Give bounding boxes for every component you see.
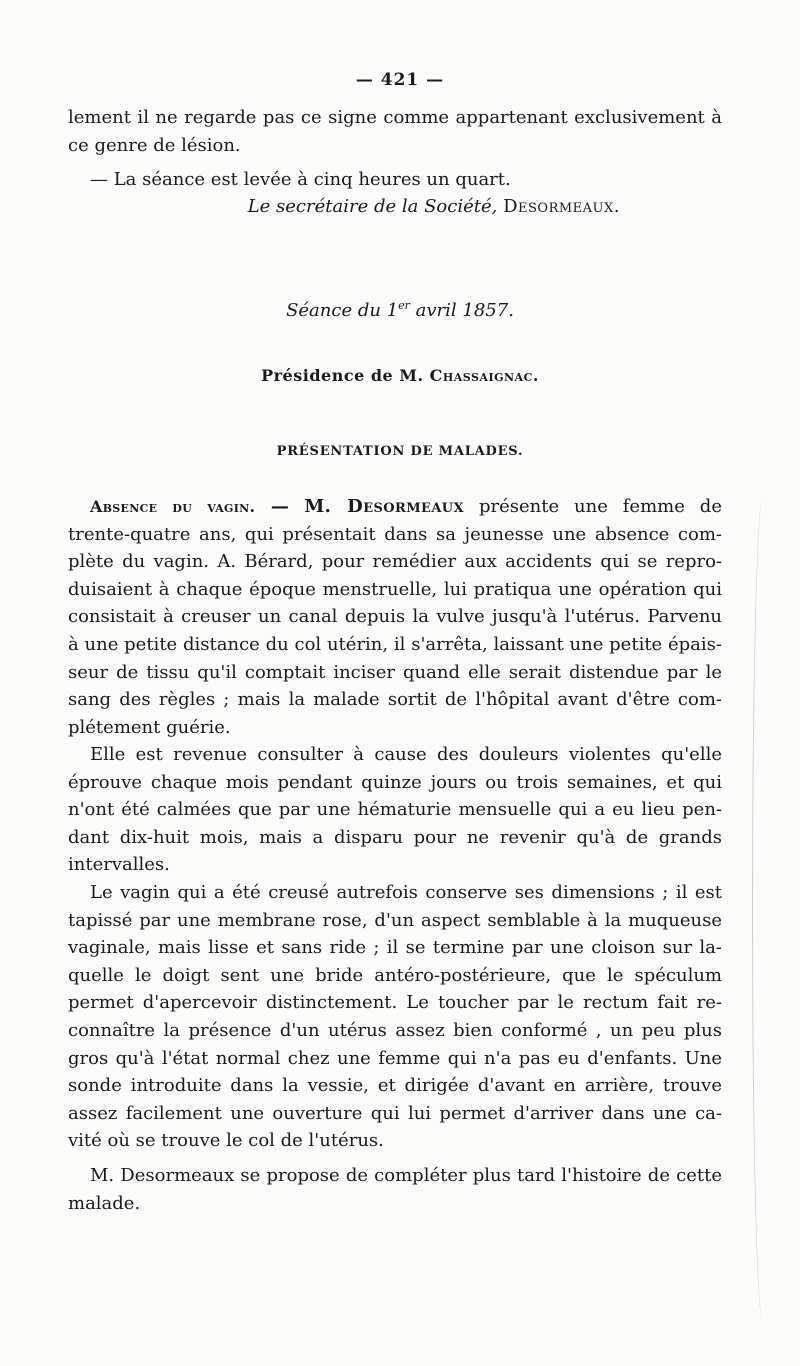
runin-title: Absence du vagin. <box>90 497 256 516</box>
text-line: gros qu'à l'état normal chez une femme qui n'a pas eu d'enfants. Une <box>68 1047 722 1069</box>
text-line: éprouve chaque mois pendant quinze jours ou trois semaines, et qui <box>68 771 722 793</box>
text-line: connaître la présence d'un utérus assez bien conformé , un peu plus <box>68 1019 722 1041</box>
page-edge-shadow <box>752 500 773 1320</box>
paragraph-4 <box>68 1162 722 1217</box>
text-line: consistait à creuser un canal depuis la vulve jusqu'à l'utérus. Parvenu <box>68 606 722 628</box>
paragraph-1 <box>68 493 722 741</box>
signature-name: Desormeaux. <box>503 196 620 217</box>
presidency-prefix: Présidence de M. <box>261 366 430 385</box>
session-title <box>0 300 800 321</box>
text-line: plétement guérie. <box>68 716 231 738</box>
text-line: trente-quatre ans, qui présentait dans sa jeunesse une absence com- <box>68 523 722 545</box>
page-number: — 421 — <box>355 70 445 90</box>
section-heading: PRÉSENTATION DE MALADES. <box>276 444 524 459</box>
text-line: assez facilement une ouverture qui lui permet d'arriver dans une ca- <box>68 1102 722 1124</box>
text-line: malade. <box>68 1192 141 1214</box>
session-day: 1 <box>386 300 399 321</box>
text-line: n'ont été calmées que par une hématurie mensuelle qui a eu lieu pen- <box>68 799 722 821</box>
text-line: dant dix-huit mois, mais a disparu pour ne revenir qu'à de grands <box>68 826 722 848</box>
text-line: duisaient à chaque époque menstruelle, lui pratiqua une opération qui <box>68 578 722 600</box>
text-line: — La séance est levée à cinq heures un quart. <box>90 169 511 190</box>
session-prefix: Séance du <box>286 300 387 321</box>
text-line: lement il ne regarde pas ce signe comme appartenant exclusivement à <box>68 107 722 128</box>
paragraph-3 <box>68 879 722 1155</box>
text-line: quelle le doigt sent une bride antéro-postérieure, que le spéculum <box>68 964 722 986</box>
text-line: à une petite distance du col utérin, il s'arrêta, laissant une petite épais- <box>68 633 722 655</box>
text-line: intervalles. <box>68 854 170 876</box>
text-line: seur de tissu qu'il comptait inciser quand elle serait distendue par le <box>68 661 722 683</box>
line-rest: présente une femme de <box>464 496 722 517</box>
text-line: tapissé par une membrane rose, d'un aspect semblable à la muqueuse <box>68 909 722 931</box>
paragraph-2 <box>68 741 722 879</box>
text-line: sang des règles ; mais la malade sortit de l'hôpital avant d'être com- <box>68 689 722 711</box>
presidency-line <box>0 366 800 385</box>
presidency-name: Chassaignac. <box>429 366 539 385</box>
paragraph-closing <box>68 166 722 194</box>
signature-line <box>0 196 620 217</box>
text-line: vité où se trouve le col de l'utérus. <box>68 1130 384 1152</box>
text-line: plète du vagin. A. Bérard, pour remédier aux accidents qui se repro- <box>68 551 722 573</box>
text-line: M. Desormeaux se propose de compléter plus tard l'histoire de cette <box>90 1165 722 1186</box>
text-line <box>68 493 722 521</box>
text-line: Elle est revenue consulter à cause des douleurs violentes qu'elle <box>90 744 722 765</box>
text-line: ce genre de lésion. <box>68 134 241 156</box>
signature-role: Le secrétaire de la Société, <box>247 196 498 217</box>
text-line: Le vagin qui a été creusé autrefois conserve ses dimensions ; il est <box>90 882 722 903</box>
text-line: vaginale, mais lisse et sans ride ; il se termine par une cloison sur la- <box>68 937 722 959</box>
paragraph-continuation <box>68 104 722 159</box>
text-line: sonde introduite dans la vessie, et dirigée d'avant en arrière, trouve <box>68 1075 722 1097</box>
author-name: M. Desormeaux <box>304 496 465 517</box>
session-day-sup: er <box>398 299 410 312</box>
text-line: permet d'apercevoir distinctement. Le toucher par le rectum fait re- <box>68 992 722 1014</box>
session-suffix: avril 1857. <box>409 300 514 321</box>
runin-separator: — <box>255 496 305 517</box>
